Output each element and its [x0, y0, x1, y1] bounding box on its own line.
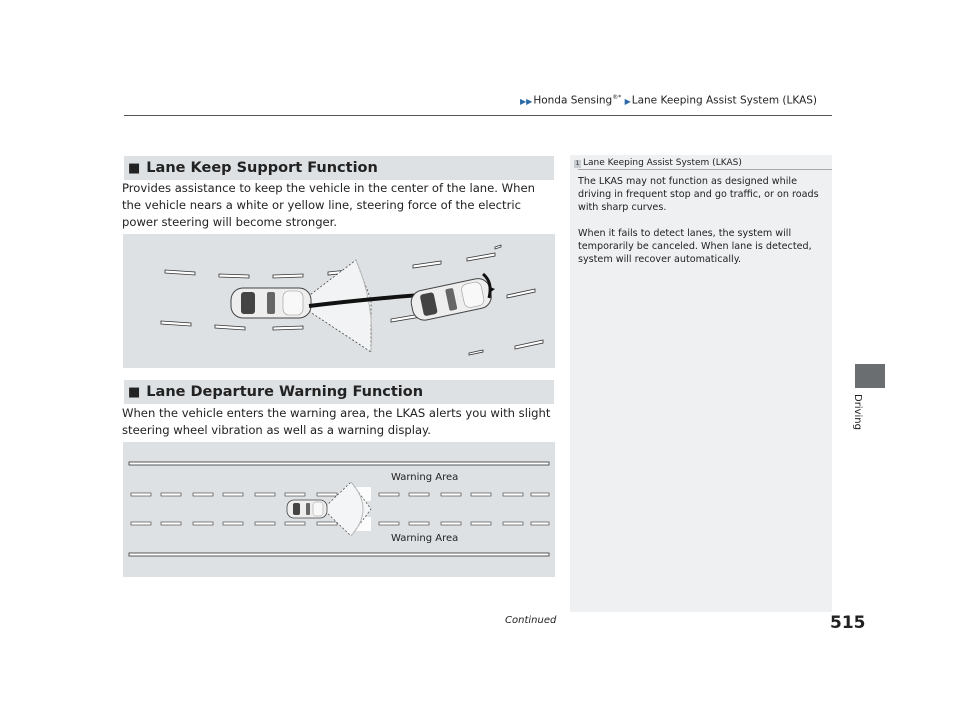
- lane-keep-support-illustration: [123, 234, 555, 368]
- lane-keep-support-figure: [123, 234, 555, 368]
- sidebar-paragraph: The LKAS may not function as designed while driving in frequent stop and go traffic, or on roads with sharp curves.: [578, 176, 819, 213]
- continued-label: Continued: [505, 615, 557, 626]
- warning-area-label-top: Warning Area: [391, 472, 459, 483]
- warning-area-label-bottom: Warning Area: [391, 533, 459, 544]
- vehicle-start: [231, 288, 311, 318]
- chapter-tab-label: Driving: [852, 394, 863, 430]
- breadcrumb-item-honda-sensing[interactable]: Honda Sensing: [533, 94, 613, 107]
- section-heading-lane-departure-warning: ■ Lane Departure Warning Function: [124, 380, 554, 404]
- section2-body: When the vehicle enters the warning area, the LKAS alerts you with slight steering wheel vibration as well as a warning display.: [122, 406, 551, 437]
- lane-departure-warning-figure: [123, 442, 555, 577]
- sidebar-divider: [578, 169, 832, 170]
- bullet-square-icon: ■: [128, 161, 141, 176]
- chevron-right-icon: ▶: [624, 96, 631, 106]
- bullet-square-icon: ■: [128, 385, 141, 400]
- section1-body: Provides assistance to keep the vehicle in the center of the lane. When the vehicle nears a white or yellow line, steering force of the electric power steering will become stronger.: [122, 181, 535, 229]
- lane-departure-warning-illustration: [123, 442, 555, 577]
- breadcrumb: [520, 94, 817, 107]
- section-heading-lane-keep-support: ■ Lane Keep Support Function: [124, 156, 554, 180]
- chapter-tab[interactable]: [855, 364, 885, 388]
- page-number: 515: [830, 613, 866, 633]
- header-divider: [124, 115, 832, 116]
- breadcrumb-item-lkas[interactable]: Lane Keeping Assist System (LKAS): [631, 94, 818, 107]
- vehicle: [287, 500, 327, 518]
- registered-mark: ®*: [612, 94, 622, 101]
- sidebar-paragraph: When it fails to detect lanes, the system will temporarily be canceled. When lane is detected, system will recover automatically.: [578, 228, 812, 265]
- vehicle-end: [409, 276, 493, 322]
- chevron-right-icon: ▶▶: [520, 96, 533, 106]
- sidebar-note-heading: 1 Lane Keeping Assist System (LKAS): [575, 158, 742, 168]
- sidebar-note-body: [578, 175, 828, 279]
- note-number: 1: [575, 160, 580, 167]
